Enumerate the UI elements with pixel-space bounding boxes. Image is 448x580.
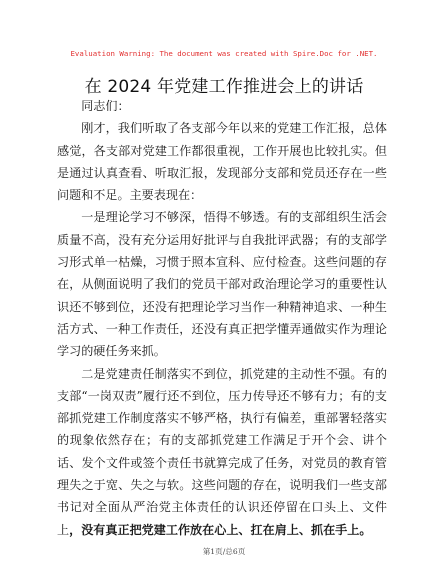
paragraph-intro: 刚才，我们听取了各支部今年以来的党建工作汇报，总体感觉，各支部对党建工作都很重视，工作开展也比较扎实。但是通过认真查看、听取汇报，发现部分支部和党员还存在一些问题和不足。主要表现在： — [57, 121, 387, 203]
paragraph-point-two-text: 二是党建责任制落实不到位，抓党建的主动性不强。有的支部“一岗双责”履行还不到位，压力传导还不够有力；有的支部抓党建工作制度落实不够严格，执行有偏差，重部署轻落实的现象依然存在；有的支部抓党建工作满足于开个会、讲个话、发个文件或签个责任书就算完成了任务，对党员的教育管理失之于宽、失之与软。这些问题的存在，说明我们一些支部书记对全面从严治党主体责任的认识还停留在口头上、文件上 — [57, 366, 387, 537]
page-footer: 第1页/总6页 — [202, 547, 246, 556]
paragraph-point-two — [57, 363, 387, 541]
speech-body — [57, 95, 387, 541]
paragraph-point-two-bold-tail: ，没有真正把党建工作放在心上、扛在肩上、抓在手上。 — [69, 522, 372, 537]
paragraph-point-one: 一是理论学习不够深，悟得不够透。有的支部组织生活会质量不高，没有充分运用好批评与自我批评武器；有的支部学习形式单一枯燥，习惯于照本宣科、应付检查。这些问题的存在，从侧面说明了我们的党员干部对政治理论学习的重要性认识还不够到位，还没有把理论学习当作一种精神追求、一种生活方式、一种工作责任，还没有真正把学懂弄通做实作为理论学习的硬任务来抓。 — [57, 210, 387, 359]
evaluation-warning: Evaluation Warning: The document was created with Spire.Doc for .NET. — [70, 49, 378, 58]
salutation: 同志们： — [81, 99, 130, 113]
speech-title: 在 2024 年党建工作推进会上的讲话 — [84, 77, 364, 97]
